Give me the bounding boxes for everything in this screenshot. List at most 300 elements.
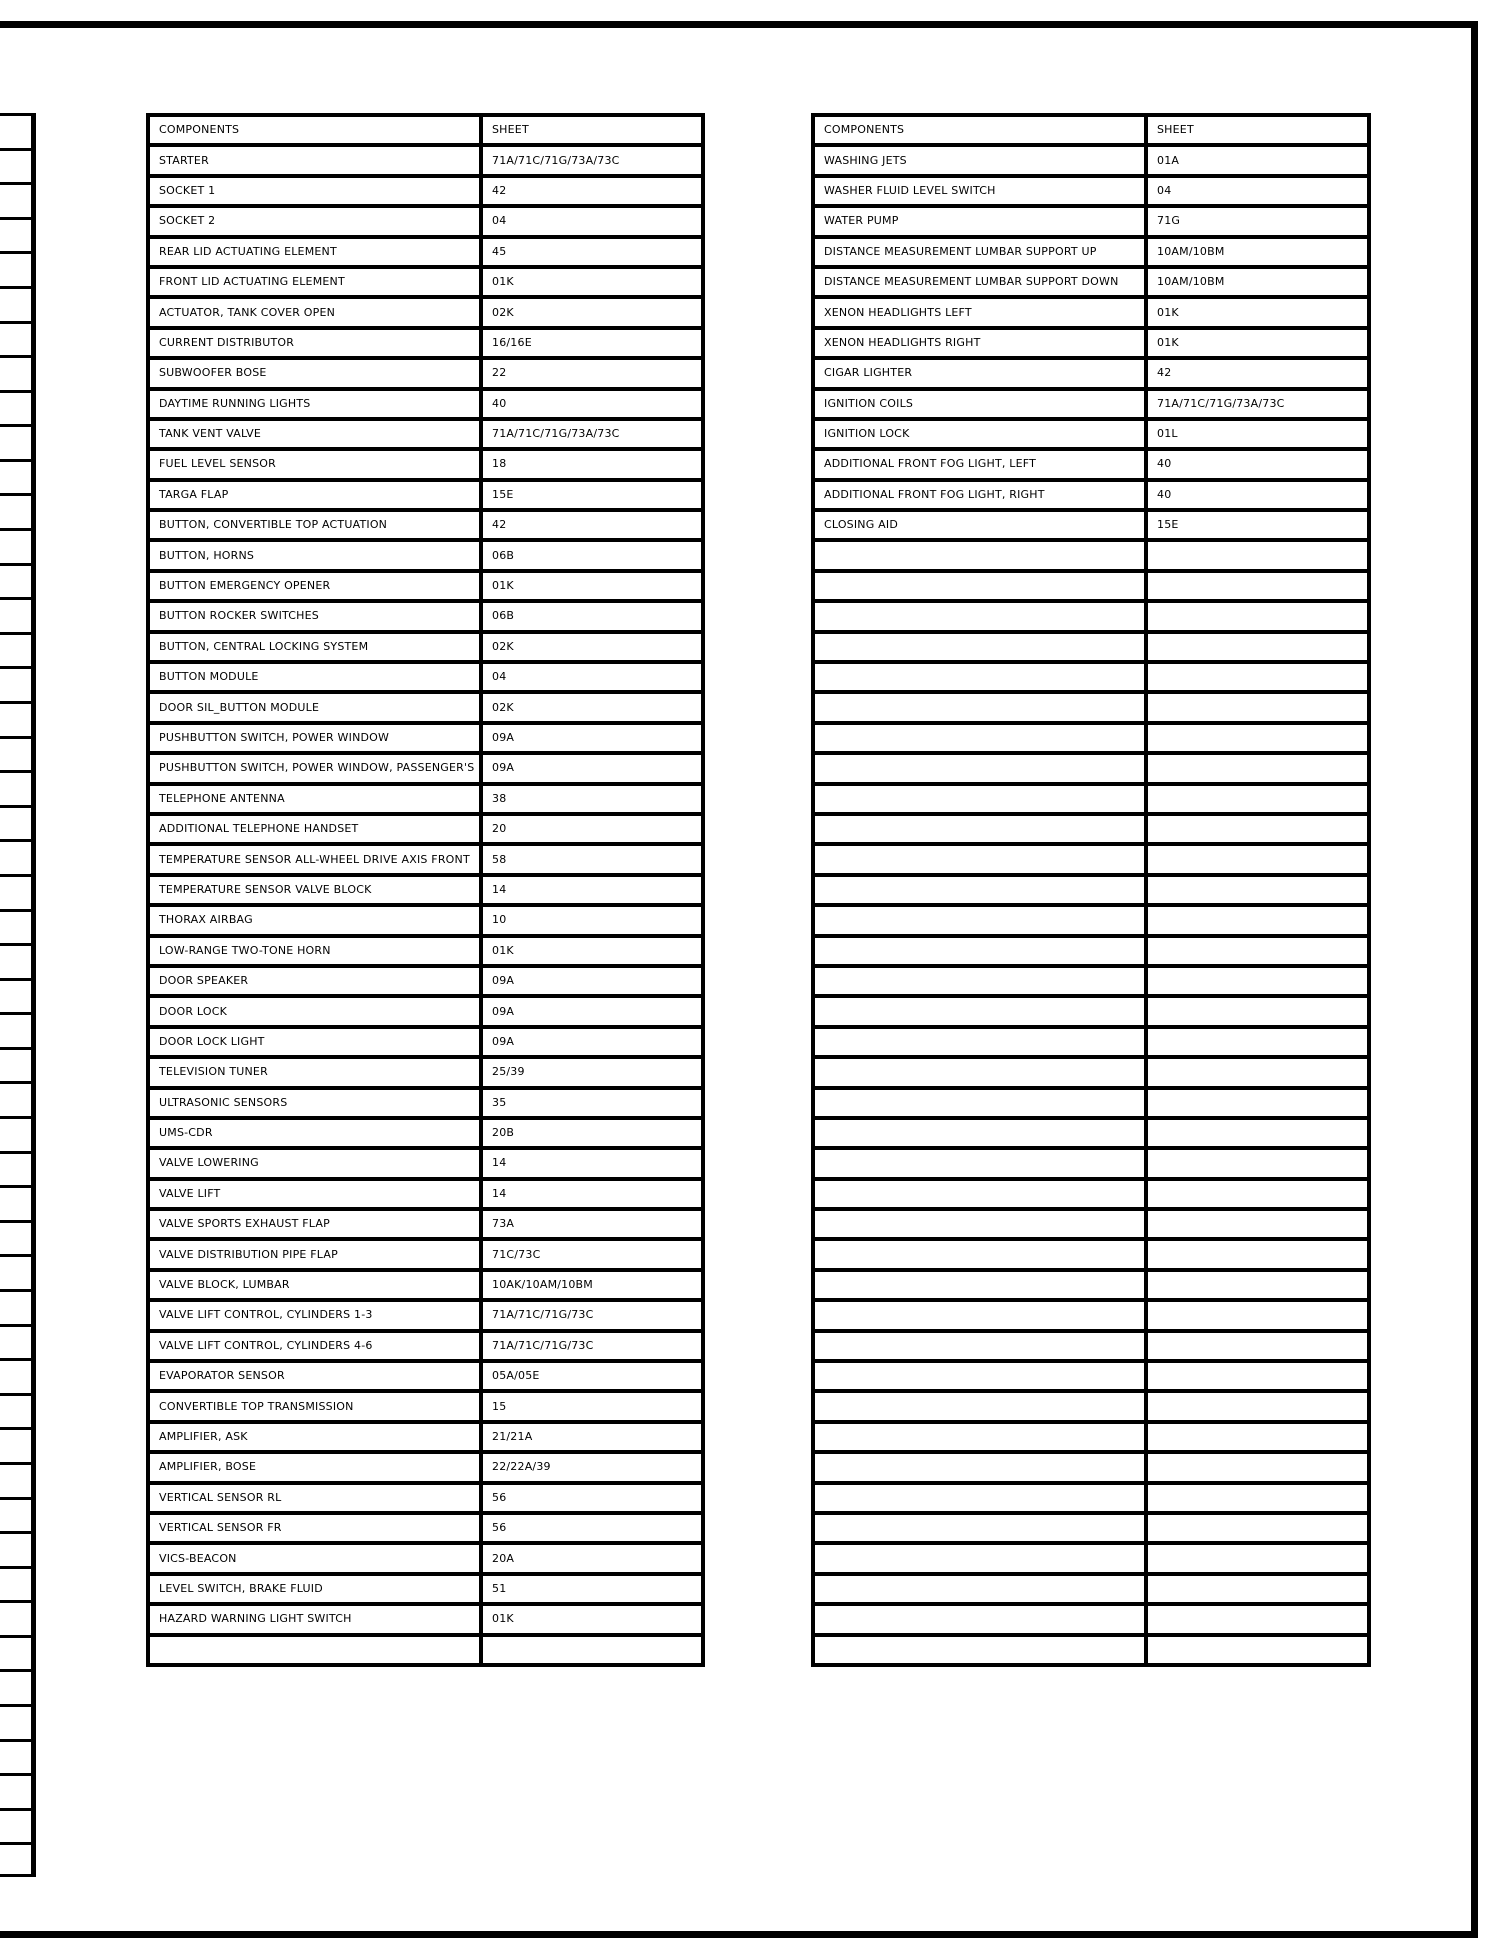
partial-table-rule <box>0 632 36 635</box>
sheet-cell: 71A/71C/71G/73C <box>481 1300 703 1330</box>
sheet-cell <box>1146 1179 1369 1209</box>
partial-table-rule <box>0 1116 36 1119</box>
component-cell: TELEPHONE ANTENNA <box>148 784 481 814</box>
component-cell <box>813 1057 1146 1087</box>
sheet-cell: 01K <box>1146 297 1369 327</box>
component-cell <box>813 723 1146 753</box>
partial-table-rule <box>0 321 36 324</box>
partial-table-rule <box>0 1012 36 1015</box>
sheet-cell: 56 <box>481 1513 703 1543</box>
component-cell: UMS-CDR <box>148 1118 481 1148</box>
table-row <box>148 328 703 358</box>
component-cell <box>813 1088 1146 1118</box>
table-row <box>813 1331 1369 1361</box>
sheet-cell: 01K <box>1146 328 1369 358</box>
sheet-cell <box>1146 601 1369 631</box>
component-cell <box>813 1391 1146 1421</box>
table-row <box>148 844 703 874</box>
table-row <box>813 571 1369 601</box>
component-cell: ULTRASONIC SENSORS <box>148 1088 481 1118</box>
table-row <box>148 1270 703 1300</box>
component-cell: DOOR SPEAKER <box>148 966 481 996</box>
sheet-cell <box>1146 1574 1369 1604</box>
component-cell: TEMPERATURE SENSOR VALVE BLOCK <box>148 875 481 905</box>
component-cell <box>813 1483 1146 1513</box>
component-cell: WASHING JETS <box>813 145 1146 175</box>
component-cell: DOOR SIL_BUTTON MODULE <box>148 692 481 722</box>
table-row <box>148 449 703 479</box>
partial-table-rule <box>0 390 36 393</box>
sheet-cell: 18 <box>481 449 703 479</box>
sheet-cell: 06B <box>481 601 703 631</box>
component-cell: BUTTON EMERGENCY OPENER <box>148 571 481 601</box>
table-row <box>148 1483 703 1513</box>
component-cell <box>813 1118 1146 1148</box>
sheet-cell <box>1146 1027 1369 1057</box>
sheet-cell: 71A/71C/71G/73A/73C <box>1146 389 1369 419</box>
component-cell <box>813 601 1146 631</box>
component-cell: CURRENT DISTRIBUTOR <box>148 328 481 358</box>
component-cell: TANK VENT VALVE <box>148 419 481 449</box>
table-row <box>813 753 1369 783</box>
table-row <box>813 936 1369 966</box>
sheet-cell: 22 <box>481 358 703 388</box>
component-cell: WATER PUMP <box>813 206 1146 236</box>
components-table-left-body <box>148 115 703 1665</box>
sheet-cell: 71A/71C/71G/73C <box>481 1331 703 1361</box>
table-row <box>148 176 703 206</box>
component-cell: AMPLIFIER, BOSE <box>148 1452 481 1482</box>
table-row <box>148 510 703 540</box>
partial-table-rule <box>0 1669 36 1672</box>
sheet-cell: 40 <box>481 389 703 419</box>
sheet-cell: 01L <box>1146 419 1369 449</box>
table-row <box>813 1270 1369 1300</box>
table-row <box>813 176 1369 206</box>
sheet-cell: 40 <box>1146 449 1369 479</box>
partial-table-rule <box>0 1427 36 1430</box>
partial-table-rule <box>0 1874 36 1877</box>
component-cell <box>813 1209 1146 1239</box>
component-cell <box>813 1239 1146 1269</box>
sheet-cell <box>1146 1088 1369 1118</box>
partial-table-rule <box>0 666 36 669</box>
table-row <box>148 1543 703 1573</box>
sheet-cell <box>1146 632 1369 662</box>
table-row <box>813 784 1369 814</box>
partial-table-rule <box>0 701 36 704</box>
sheet-cell: 20B <box>481 1118 703 1148</box>
table-row <box>813 145 1369 175</box>
component-cell: WASHER FLUID LEVEL SWITCH <box>813 176 1146 206</box>
component-cell <box>813 753 1146 783</box>
component-cell: DOOR LOCK LIGHT <box>148 1027 481 1057</box>
sheet-cell: 21/21A <box>481 1422 703 1452</box>
component-cell <box>813 571 1146 601</box>
table-row <box>148 267 703 297</box>
table-row <box>148 1513 703 1543</box>
component-cell: DISTANCE MEASUREMENT LUMBAR SUPPORT DOWN <box>813 267 1146 297</box>
sheet-cell: 73A <box>481 1209 703 1239</box>
table-row <box>813 1483 1369 1513</box>
table-row <box>148 966 703 996</box>
sheet-cell: 09A <box>481 723 703 753</box>
sheet-cell <box>1146 1422 1369 1452</box>
table-row <box>148 632 703 662</box>
table-row <box>148 480 703 510</box>
table-row <box>148 1057 703 1087</box>
table-row <box>813 662 1369 692</box>
partial-table-rule <box>0 493 36 496</box>
component-cell: VERTICAL SENSOR FR <box>148 1513 481 1543</box>
component-cell <box>813 540 1146 570</box>
table-row <box>148 571 703 601</box>
partial-table-rule <box>0 943 36 946</box>
component-cell <box>813 1361 1146 1391</box>
component-cell: ACTUATOR, TANK COVER OPEN <box>148 297 481 327</box>
component-cell: IGNITION COILS <box>813 389 1146 419</box>
partial-table-rule <box>0 1358 36 1361</box>
sheet-cell: 58 <box>481 844 703 874</box>
header-components: COMPONENTS <box>148 115 481 145</box>
component-cell: BUTTON, HORNS <box>148 540 481 570</box>
table-row <box>813 1300 1369 1330</box>
table-row <box>148 1452 703 1482</box>
table-row <box>813 540 1369 570</box>
component-cell: DAYTIME RUNNING LIGHTS <box>148 389 481 419</box>
component-cell: CONVERTIBLE TOP TRANSMISSION <box>148 1391 481 1421</box>
component-cell <box>813 1331 1146 1361</box>
table-row <box>148 1239 703 1269</box>
table-row <box>148 1574 703 1604</box>
component-cell: ADDITIONAL FRONT FOG LIGHT, RIGHT <box>813 480 1146 510</box>
sheet-cell: 20A <box>481 1543 703 1573</box>
table-header-row <box>148 115 703 145</box>
table-row <box>148 905 703 935</box>
sheet-cell: 09A <box>481 966 703 996</box>
sheet-cell <box>1146 1513 1369 1543</box>
component-cell <box>813 1452 1146 1482</box>
component-cell <box>813 1604 1146 1634</box>
partial-table-rule <box>0 1531 36 1534</box>
sheet-cell: 35 <box>481 1088 703 1118</box>
component-cell: THORAX AIRBAG <box>148 905 481 935</box>
table-row <box>813 601 1369 631</box>
table-row <box>148 662 703 692</box>
table-row <box>813 905 1369 935</box>
sheet-cell: 71A/71C/71G/73A/73C <box>481 145 703 175</box>
component-cell <box>813 692 1146 722</box>
component-cell <box>813 814 1146 844</box>
sheet-cell <box>1146 1057 1369 1087</box>
component-cell <box>813 1179 1146 1209</box>
table-row <box>813 814 1369 844</box>
sheet-cell <box>481 1635 703 1665</box>
component-cell: VALVE LIFT <box>148 1179 481 1209</box>
partial-table-rule <box>0 1289 36 1292</box>
sheet-cell: 02K <box>481 632 703 662</box>
sheet-cell: 20 <box>481 814 703 844</box>
table-row <box>148 145 703 175</box>
table-row <box>148 237 703 267</box>
partial-table-rule <box>0 805 36 808</box>
table-row <box>148 875 703 905</box>
sheet-cell: 06B <box>481 540 703 570</box>
sheet-cell: 04 <box>481 662 703 692</box>
component-cell: EVAPORATOR SENSOR <box>148 1361 481 1391</box>
table-row <box>813 237 1369 267</box>
sheet-cell: 42 <box>481 510 703 540</box>
table-row <box>813 1057 1369 1087</box>
partial-table-rule <box>0 1704 36 1707</box>
sheet-cell: 05A/05E <box>481 1361 703 1391</box>
component-cell <box>813 1270 1146 1300</box>
table-row <box>148 389 703 419</box>
partial-table-rule <box>0 874 36 877</box>
component-cell: REAR LID ACTUATING ELEMENT <box>148 237 481 267</box>
sheet-cell: 10 <box>481 905 703 935</box>
table-row <box>148 936 703 966</box>
partial-table-rule <box>0 1600 36 1603</box>
component-cell: SUBWOOFER BOSE <box>148 358 481 388</box>
partial-table-left-edge <box>0 113 36 1877</box>
sheet-cell <box>1146 1483 1369 1513</box>
table-row <box>813 1179 1369 1209</box>
table-row <box>813 1391 1369 1421</box>
component-cell: VALVE DISTRIBUTION PIPE FLAP <box>148 1239 481 1269</box>
sheet-cell <box>1146 1148 1369 1178</box>
sheet-cell <box>1146 662 1369 692</box>
component-cell <box>813 1574 1146 1604</box>
table-row <box>813 1118 1369 1148</box>
table-row <box>813 480 1369 510</box>
sheet-cell: 09A <box>481 996 703 1026</box>
table-row <box>813 328 1369 358</box>
components-table-left <box>146 113 705 1667</box>
component-cell <box>813 1422 1146 1452</box>
sheet-cell <box>1146 1452 1369 1482</box>
header-sheet: SHEET <box>1146 115 1369 145</box>
sheet-cell: 01K <box>481 267 703 297</box>
component-cell: BUTTON MODULE <box>148 662 481 692</box>
table-row <box>148 1604 703 1634</box>
partial-table-rule <box>0 1566 36 1569</box>
partial-table-rule <box>0 148 36 151</box>
sheet-cell: 16/16E <box>481 328 703 358</box>
sheet-cell: 01K <box>481 571 703 601</box>
partial-table-rule <box>0 1773 36 1776</box>
component-cell: CLOSING AID <box>813 510 1146 540</box>
table-header-row <box>813 115 1369 145</box>
component-cell <box>813 1148 1146 1178</box>
sheet-cell: 15E <box>481 480 703 510</box>
sheet-cell: 45 <box>481 237 703 267</box>
partial-table-rule <box>0 978 36 981</box>
component-cell: VICS-BEACON <box>148 1543 481 1573</box>
partial-table-border <box>31 113 36 1877</box>
sheet-cell: 10AM/10BM <box>1146 237 1369 267</box>
table-row <box>148 1088 703 1118</box>
partial-table-rule <box>0 1324 36 1327</box>
table-row <box>813 1422 1369 1452</box>
component-cell: AMPLIFIER, ASK <box>148 1422 481 1452</box>
header-sheet: SHEET <box>481 115 703 145</box>
table-row <box>148 1391 703 1421</box>
table-row <box>813 358 1369 388</box>
partial-table-rule <box>0 113 36 116</box>
sheet-cell: 51 <box>481 1574 703 1604</box>
component-cell: VALVE LIFT CONTROL, CYLINDERS 4-6 <box>148 1331 481 1361</box>
partial-table-rule <box>0 1047 36 1050</box>
sheet-cell: 02K <box>481 297 703 327</box>
component-cell: DOOR LOCK <box>148 996 481 1026</box>
sheet-cell <box>1146 1209 1369 1239</box>
partial-table-rule <box>0 1739 36 1742</box>
table-row <box>148 540 703 570</box>
sheet-cell: 15E <box>1146 510 1369 540</box>
sheet-cell: 71G <box>1146 206 1369 236</box>
sheet-cell <box>1146 1604 1369 1634</box>
sheet-cell <box>1146 996 1369 1026</box>
sheet-cell: 42 <box>481 176 703 206</box>
sheet-cell <box>1146 540 1369 570</box>
table-row <box>813 389 1369 419</box>
table-row <box>148 996 703 1026</box>
sheet-cell <box>1146 1239 1369 1269</box>
table-row <box>148 1331 703 1361</box>
table-row <box>813 692 1369 722</box>
partial-table-rule <box>0 1808 36 1811</box>
sheet-cell: 71A/71C/71G/73A/73C <box>481 419 703 449</box>
sheet-cell <box>1146 936 1369 966</box>
sheet-cell <box>1146 1300 1369 1330</box>
sheet-cell <box>1146 1331 1369 1361</box>
header-components: COMPONENTS <box>813 115 1146 145</box>
partial-table-rule <box>0 424 36 427</box>
component-cell <box>813 662 1146 692</box>
component-cell: PUSHBUTTON SWITCH, POWER WINDOW <box>148 723 481 753</box>
partial-table-rule <box>0 217 36 220</box>
table-row <box>813 1452 1369 1482</box>
partial-table-rule <box>0 1081 36 1084</box>
table-row <box>148 753 703 783</box>
sheet-cell: 01A <box>1146 145 1369 175</box>
component-cell: ADDITIONAL TELEPHONE HANDSET <box>148 814 481 844</box>
sheet-cell: 04 <box>481 206 703 236</box>
table-row <box>813 1513 1369 1543</box>
sheet-cell: 10AM/10BM <box>1146 267 1369 297</box>
table-row <box>813 206 1369 236</box>
table-row <box>148 419 703 449</box>
component-cell: TARGA FLAP <box>148 480 481 510</box>
component-cell <box>813 1513 1146 1543</box>
table-row <box>813 966 1369 996</box>
sheet-cell <box>1146 1391 1369 1421</box>
table-row <box>813 267 1369 297</box>
table-row <box>148 601 703 631</box>
sheet-cell: 04 <box>1146 176 1369 206</box>
component-cell: VALVE LOWERING <box>148 1148 481 1178</box>
table-row <box>148 358 703 388</box>
table-row <box>813 1239 1369 1269</box>
table-row <box>813 1088 1369 1118</box>
table-row <box>148 1179 703 1209</box>
partial-table-rule <box>0 1462 36 1465</box>
component-cell: TELEVISION TUNER <box>148 1057 481 1087</box>
sheet-cell <box>1146 1635 1369 1665</box>
component-cell <box>813 936 1146 966</box>
component-cell: FUEL LEVEL SENSOR <box>148 449 481 479</box>
component-cell: SOCKET 1 <box>148 176 481 206</box>
component-cell: VALVE LIFT CONTROL, CYLINDERS 1-3 <box>148 1300 481 1330</box>
partial-table-rule <box>0 1497 36 1500</box>
component-cell: ADDITIONAL FRONT FOG LIGHT, LEFT <box>813 449 1146 479</box>
component-cell <box>813 1027 1146 1057</box>
partial-table-rule <box>0 839 36 842</box>
table-row <box>813 1361 1369 1391</box>
table-row <box>813 1635 1369 1665</box>
partial-table-rule <box>0 597 36 600</box>
table-row <box>148 297 703 327</box>
component-cell: HAZARD WARNING LIGHT SWITCH <box>148 1604 481 1634</box>
component-cell: IGNITION LOCK <box>813 419 1146 449</box>
component-cell: TEMPERATURE SENSOR ALL-WHEEL DRIVE AXIS FRONT <box>148 844 481 874</box>
sheet-cell <box>1146 784 1369 814</box>
sheet-cell: 38 <box>481 784 703 814</box>
component-cell <box>813 784 1146 814</box>
component-cell <box>813 966 1146 996</box>
table-row <box>148 1209 703 1239</box>
sheet-cell <box>1146 905 1369 935</box>
sheet-cell: 15 <box>481 1391 703 1421</box>
partial-table-rule <box>0 355 36 358</box>
component-cell: PUSHBUTTON SWITCH, POWER WINDOW, PASSENGER'S <box>148 753 481 783</box>
sheet-cell: 01K <box>481 1604 703 1634</box>
sheet-cell: 09A <box>481 1027 703 1057</box>
table-row <box>813 875 1369 905</box>
sheet-cell: 09A <box>481 753 703 783</box>
component-cell: BUTTON, CONVERTIBLE TOP ACTUATION <box>148 510 481 540</box>
table-row <box>148 1148 703 1178</box>
component-cell: VALVE BLOCK, LUMBAR <box>148 1270 481 1300</box>
sheet-cell <box>1146 1543 1369 1573</box>
component-cell: BUTTON, CENTRAL LOCKING SYSTEM <box>148 632 481 662</box>
table-row <box>813 449 1369 479</box>
component-cell: XENON HEADLIGHTS LEFT <box>813 297 1146 327</box>
partial-table-rule <box>0 1151 36 1154</box>
table-row <box>148 723 703 753</box>
table-row <box>813 1543 1369 1573</box>
table-row <box>148 206 703 236</box>
sheet-cell <box>1146 814 1369 844</box>
sheet-cell: 42 <box>1146 358 1369 388</box>
sheet-cell <box>1146 723 1369 753</box>
partial-table-rule <box>0 286 36 289</box>
table-row <box>148 692 703 722</box>
sheet-cell: 22/22A/39 <box>481 1452 703 1482</box>
table-row <box>148 1027 703 1057</box>
component-cell: STARTER <box>148 145 481 175</box>
sheet-cell <box>1146 1361 1369 1391</box>
table-row <box>813 632 1369 662</box>
table-row <box>813 723 1369 753</box>
partial-table-rule <box>0 459 36 462</box>
sheet-cell: 56 <box>481 1483 703 1513</box>
partial-table-rule <box>0 251 36 254</box>
partial-table-rule <box>0 909 36 912</box>
table-row <box>813 1148 1369 1178</box>
sheet-cell <box>1146 875 1369 905</box>
